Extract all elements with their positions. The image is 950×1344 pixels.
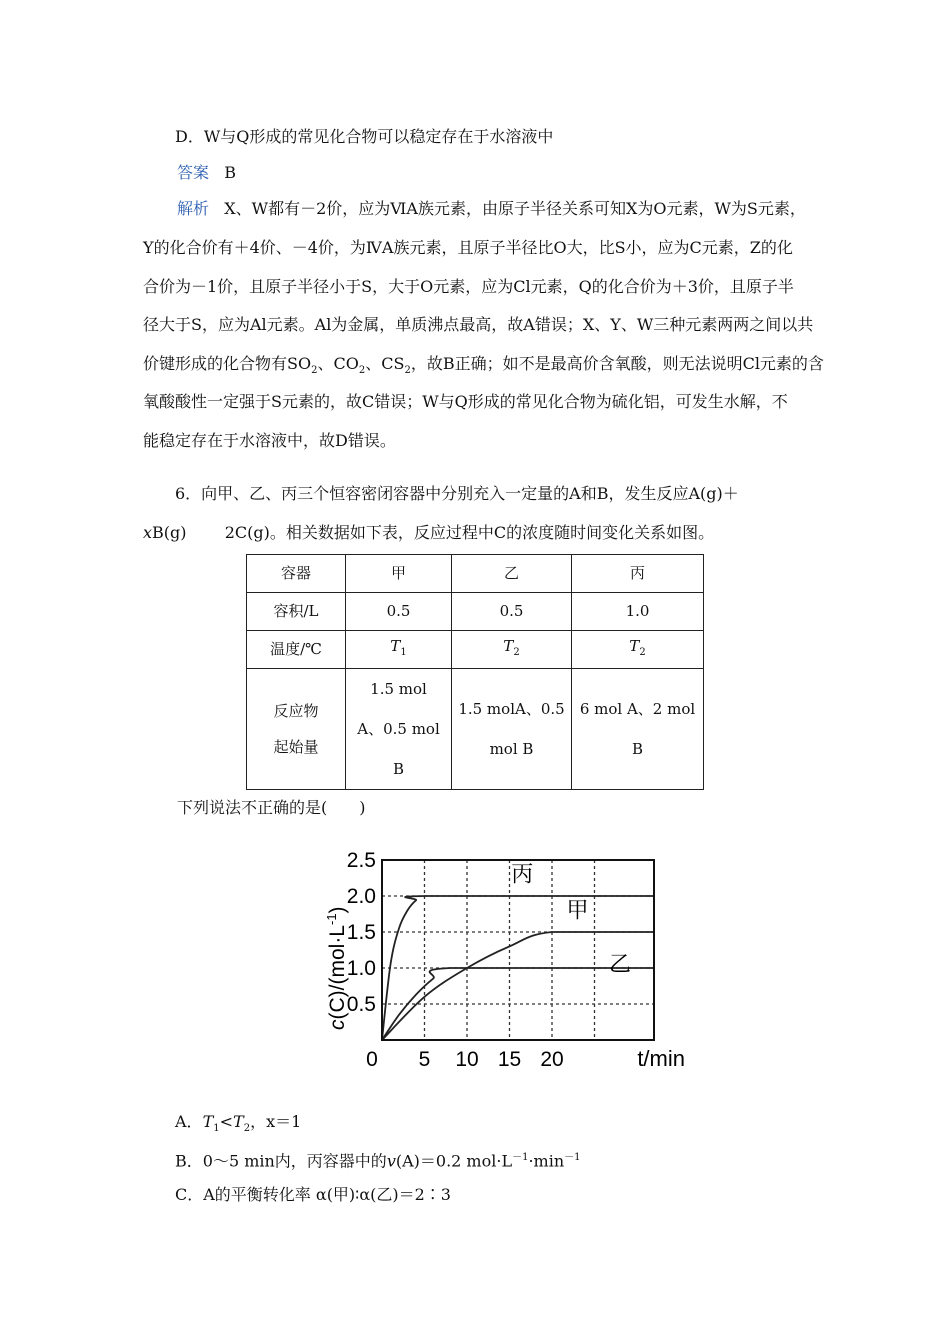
reactant-bing-1: 6 mol A、2 mol: [579, 700, 696, 718]
y-axis-label-sup: -1: [324, 913, 339, 925]
subscript-2: 2: [404, 365, 411, 377]
x-tick-label: 5: [418, 1048, 431, 1071]
reactant-yi-2: mol B: [489, 740, 534, 758]
analysis-line-4: 径大于S，应为Al元素。Al为金属，单质沸点最高，故A错误；X、Y、W三种元素两两之间以共: [143, 315, 814, 334]
analysis-line-7: 能稳定存在于水溶液中，故D错误。: [143, 431, 396, 450]
x-tick-label: 15: [497, 1048, 522, 1071]
answer-value: B: [224, 163, 237, 182]
option-b: [175, 1147, 950, 1172]
option-b-v: v: [386, 1151, 396, 1171]
table-cell: [572, 631, 704, 669]
analysis-label: 解析: [177, 199, 210, 218]
analysis-line-5: [143, 353, 950, 382]
series-label-甲: 甲: [566, 898, 589, 924]
table-cell: 甲: [346, 555, 452, 593]
table-cell: [452, 669, 572, 790]
table-cell: [452, 631, 572, 669]
option-b-sup1: －1: [512, 1152, 529, 1163]
option-d: D．W与Q形成的常见化合物可以稳定存在于水溶液中: [175, 127, 554, 146]
analysis-line-3: 合价为－1价，且原子半径小于S，大于O元素，应为Cl元素，Q的化合价为＋3价，且原子半: [143, 277, 794, 296]
x-tick-label: 10: [455, 1048, 479, 1071]
option-a-t2: T: [233, 1112, 244, 1131]
temp-symbol: T: [629, 637, 640, 655]
data-table: [246, 554, 704, 790]
reactant-jia-3: B: [392, 760, 405, 778]
reactant-label-1: 反应物: [273, 702, 319, 720]
option-a-lt: <: [219, 1112, 234, 1131]
table-row-reactants: [247, 669, 704, 790]
analysis-line-2: Y的化合价有＋4价、－4价，为ⅣA族元素，且原子半径比O大，比S小，应为C元素，Z的化: [143, 238, 793, 257]
y-tick-label: 1.5: [346, 921, 376, 944]
concentration-chart: [310, 840, 690, 1080]
y-tick-label: 0.5: [346, 993, 376, 1016]
answer-label: 答案: [177, 163, 210, 182]
series-label-丙: 丙: [511, 862, 534, 888]
y-axis-label-rest: (C)/(mol·L: [326, 925, 349, 1020]
table-row-volume: [247, 593, 704, 631]
option-b-mid: (A)＝0.2 mol·L: [395, 1151, 513, 1171]
x-tick-label: 20: [540, 1048, 564, 1071]
question-6-line-2: [143, 522, 950, 544]
table-cell: 容积/L: [247, 593, 346, 631]
reactant-bing-2: B: [631, 740, 644, 758]
analysis-line-1: [177, 198, 950, 220]
option-a-sub1: 1: [213, 1123, 220, 1135]
option-c: C．A的平衡转化率 α(甲)∶α(乙)＝2∶3: [175, 1185, 451, 1204]
temp-subscript: 1: [400, 647, 407, 658]
analysis-text-5c: 、CS: [365, 354, 405, 373]
option-b-mid2: ·min: [528, 1151, 565, 1171]
option-a-sub2: 2: [243, 1123, 251, 1135]
series-line-乙: [382, 968, 654, 1040]
series-label-乙: 乙: [608, 952, 632, 978]
analysis-text-5b: 、CO: [317, 354, 359, 373]
subscript-2: 2: [311, 365, 318, 377]
reactant-jia-1: 1.5 mol: [370, 680, 427, 698]
option-a-x: ，x＝1: [250, 1112, 302, 1131]
question-prompt: 下列说法不正确的是( ): [177, 798, 366, 817]
y-axis-label-c: c: [326, 1019, 349, 1030]
temp-subscript: 2: [639, 647, 646, 658]
reactant-yi-1: 1.5 molA、0.5: [458, 700, 565, 718]
answer-line: [177, 162, 950, 184]
y-axis-label-close: ): [326, 906, 349, 914]
table-cell: [346, 631, 452, 669]
y-tick-label: 1.0: [346, 957, 376, 980]
question-6-line-1: 6．向甲、乙、丙三个恒容密闭容器中分别充入一定量的A和B，发生反应A(g)＋: [175, 484, 739, 503]
table-cell: 乙: [452, 555, 572, 593]
analysis-text-1: X、W都有－2价，应为ⅥA族元素，由原子半径关系可知X为O元素，W为S元素，: [224, 199, 806, 218]
analysis-line-6: 氧酸酸性一定强于S元素的，故C错误；W与Q形成的常见化合物为硫化铝，可发生水解，不: [143, 392, 788, 411]
temp-symbol: T: [503, 637, 514, 655]
y-axis-label: [324, 906, 349, 1030]
chart-series-labels: [511, 863, 631, 978]
option-b-sup2: －1: [564, 1152, 581, 1163]
temp-subscript: 2: [513, 647, 520, 658]
table-row-temperature: [247, 631, 704, 669]
table-cell: 1.0: [572, 593, 704, 631]
subscript-2: 2: [358, 365, 366, 377]
option-a-t1: T: [202, 1112, 214, 1131]
y-tick-label: 2.0: [346, 885, 376, 908]
table-cell: 0.5: [346, 593, 452, 631]
question-6-text-2: 2C(g)。相关数据如下表，反应过程中C的浓度随时间变化关系如图。: [224, 523, 715, 542]
option-a-prefix: A．: [175, 1112, 203, 1131]
x-axis-label: t/min: [637, 1046, 685, 1071]
temp-symbol: T: [390, 637, 401, 655]
table-cell: 温度/℃: [247, 631, 346, 669]
table-cell: 容器: [247, 555, 346, 593]
analysis-text-5d: ，故B正确；如不是最高价含氧酸，则无法说明Cl元素的含: [410, 354, 824, 373]
variable-x: x: [143, 523, 153, 542]
reactant-jia-2: A、0.5 mol: [357, 720, 440, 738]
table-cell: [346, 669, 452, 790]
table-row-header: [247, 555, 704, 593]
origin-label: 0: [366, 1048, 378, 1071]
option-b-prefix: B．0～5 min内，丙容器中的: [175, 1151, 387, 1171]
option-a: [175, 1111, 950, 1140]
analysis-text-5a: 价键形成的化合物有SO: [143, 354, 312, 373]
table-cell: [247, 669, 346, 790]
y-tick-label: 2.5: [346, 849, 376, 872]
reactant-label-2: 起始量: [273, 738, 319, 756]
reactant-b: B(g): [152, 523, 187, 542]
table-cell: 丙: [572, 555, 704, 593]
table-cell: [572, 669, 704, 790]
table-cell: 0.5: [452, 593, 572, 631]
series-line-甲: [382, 932, 654, 1040]
